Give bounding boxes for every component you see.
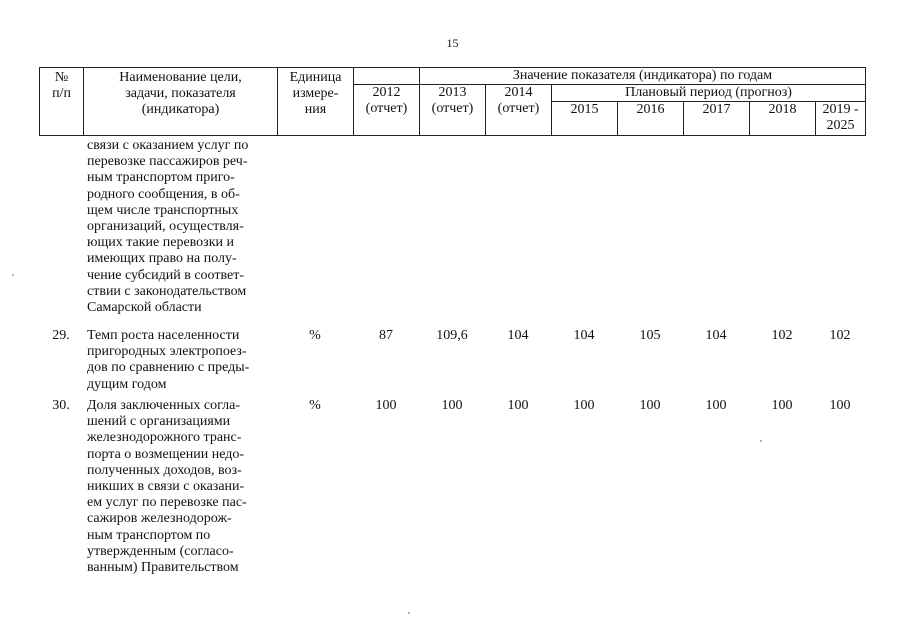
header-year-2019-2025: 2019 - 2025 [816, 102, 866, 136]
row-number: 30. [52, 398, 70, 413]
value-2014: 104 [507, 328, 529, 343]
value-2012: 100 [375, 398, 397, 413]
header-year-2014: 2014 (отчет) [486, 85, 552, 136]
page-number: 15 [446, 36, 459, 50]
row-name: связи с оказанием услуг по перевозке пассажиров реч- ным транспортом приго- родного сообщения, в об- щем числе транспортных организаций, осуществля- ющих такие перевозки и имеющих право на полу- чение субсидий в соответ- ствии с законодательством Самарской области [87, 138, 249, 316]
header-group-title: Значение показателя (индикатора) по годам [420, 68, 866, 85]
row-name: Темп роста населенности пригородных электропоез- дов по сравнению с преды- дущим годом [87, 328, 250, 392]
value-2015: 104 [573, 328, 595, 343]
value-2012: 87 [379, 328, 393, 343]
value-2016: 100 [639, 398, 661, 413]
header-blank-cell [354, 68, 420, 85]
scan-speck [408, 612, 410, 614]
header-planned-title: Плановый период (прогноз) [552, 85, 866, 102]
scan-speck [12, 274, 14, 276]
table-header [39, 67, 866, 136]
value-2013: 100 [441, 398, 463, 413]
value-2019-2025: 102 [829, 328, 851, 343]
row-name: Доля заключенных согла- шений с организациями железнодорожного транс- порта о возмещении недо- полученных доходов, воз- никших в связи с оказани- ем услуг по перевозке пас- сажиров железнодорож- ным транспортом по утвержденным (согласо- ванным) Правительством [87, 398, 247, 576]
row-unit: % [309, 328, 321, 343]
header-year-2015: 2015 [552, 102, 618, 136]
value-2014: 100 [507, 398, 529, 413]
value-2017: 100 [705, 398, 727, 413]
header-unit: Единица измере- ния [278, 68, 354, 136]
value-2015: 100 [573, 398, 595, 413]
header-year-2017: 2017 [684, 102, 750, 136]
header-year-2018: 2018 [750, 102, 816, 136]
header-year-2012: 2012 (отчет) [354, 85, 420, 136]
row-unit: % [309, 398, 321, 413]
value-2018: 100 [771, 398, 793, 413]
value-2013: 109,6 [436, 328, 468, 343]
header-year-2013: 2013 (отчет) [420, 85, 486, 136]
value-2018: 102 [771, 328, 793, 343]
value-2019-2025: 100 [829, 398, 851, 413]
header-name: Наименование цели, задачи, показателя (индикатора) [84, 68, 278, 136]
row-number: 29. [52, 328, 70, 343]
value-2016: 105 [639, 328, 661, 343]
value-2017: 104 [705, 328, 727, 343]
header-year-2016: 2016 [618, 102, 684, 136]
scan-speck [760, 440, 762, 442]
header-num: № п/п [40, 68, 84, 136]
